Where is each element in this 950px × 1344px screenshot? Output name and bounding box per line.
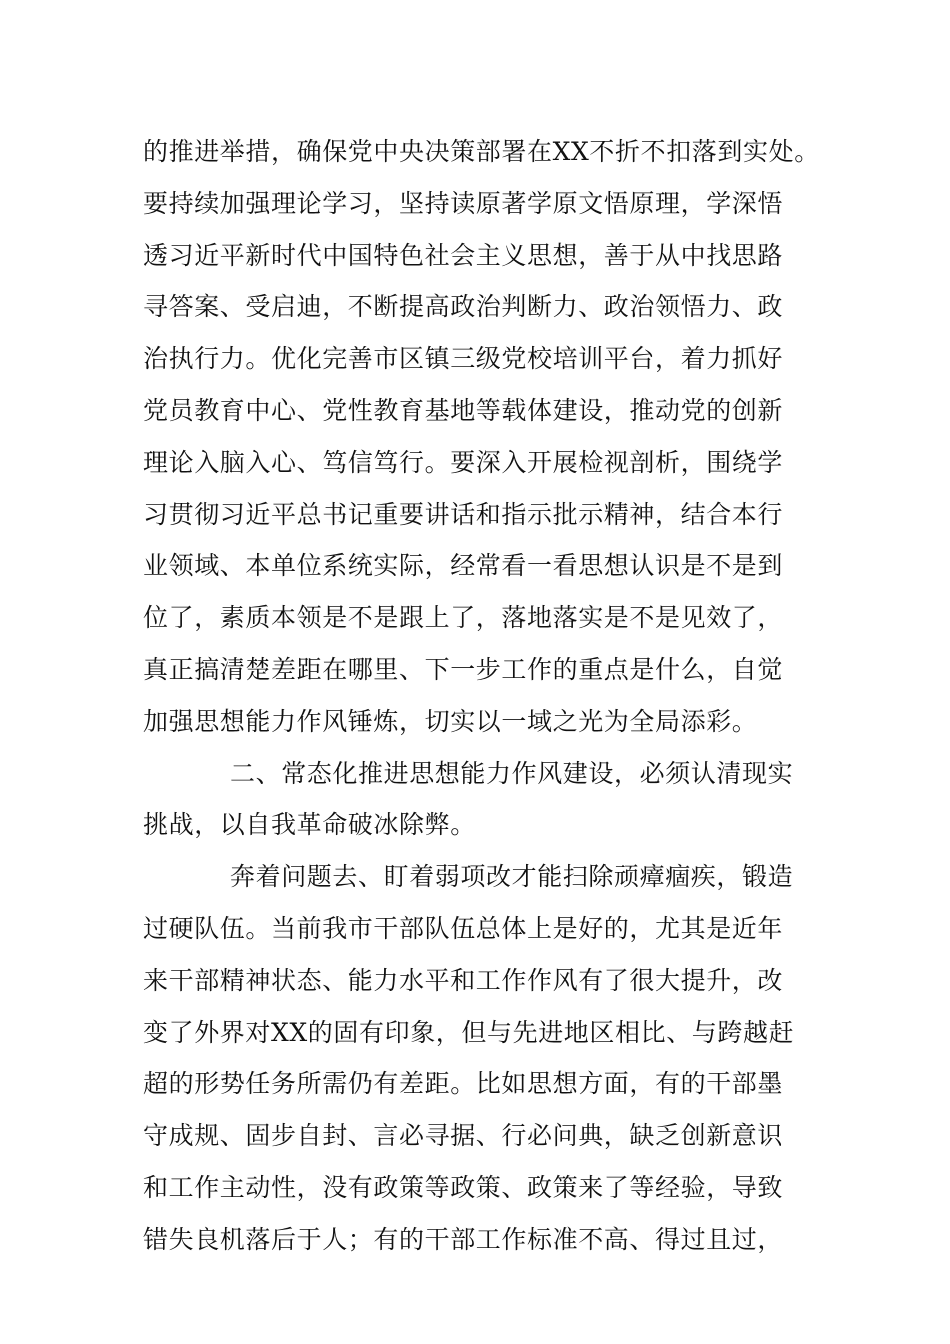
text-line-18: 变了外界对XX的固有印象，但与先进地区相比、与跨越赶 bbox=[143, 1017, 795, 1047]
text-line-9: 业领域、本单位系统实际，经常看一看思想认识是不是到 bbox=[143, 551, 784, 581]
text-line-17: 来干部精神状态、能力水平和工作作风有了很大提升，改 bbox=[143, 965, 784, 995]
text-line-8: 习贯彻习近平总书记重要讲话和指示批示精神，结合本行 bbox=[143, 499, 784, 529]
text-line-12: 加强思想能力作风锤炼，切实以一域之光为全局添彩。 bbox=[143, 706, 758, 736]
text-line-15: 奔着问题去、盯着弱项改才能扫除顽瘴痼疾，锻造 bbox=[230, 862, 794, 892]
text-line-7: 理论入脑入心、笃信笃行。要深入开展检视剖析，围绕学 bbox=[143, 447, 784, 477]
text-line-1: 的推进举措，确保党中央决策部署在XX不折不扣落到实处。 bbox=[143, 137, 820, 166]
text-line-4: 寻答案、受启迪，不断提高政治判断力、政治领悟力、政 bbox=[143, 292, 784, 322]
text-line-6: 党员教育中心、党性教育基地等载体建设，推动党的创新 bbox=[143, 395, 784, 425]
text-line-20: 守成规、固步自封、言必寻据、行必问典，缺乏创新意识 bbox=[143, 1121, 784, 1151]
text-line-5: 治执行力。优化完善市区镇三级党校培训平台，着力抓好 bbox=[143, 344, 784, 374]
text-line-22: 错失良机落后于人；有的干部工作标准不高、得过且过， bbox=[143, 1224, 784, 1254]
text-line-10: 位了，素质本领是不是跟上了，落地落实是不是见效了， bbox=[143, 603, 784, 633]
body-text bbox=[143, 126, 833, 1266]
section-heading-line-1: 二、常态化推进思想能力作风建设，必须认清现实 bbox=[230, 758, 794, 788]
text-line-21: 和工作主动性，没有政策等政策、政策来了等经验，导致 bbox=[143, 1172, 784, 1202]
text-line-2: 要持续加强理论学习，坚持读原著学原文悟原理，学深悟 bbox=[143, 188, 784, 218]
text-line-19: 超的形势任务所需仍有差距。比如思想方面，有的干部墨 bbox=[143, 1069, 784, 1099]
section-heading-line-2: 挑战，以自我革命破冰除弊。 bbox=[143, 810, 476, 840]
text-line-3: 透习近平新时代中国特色社会主义思想，善于从中找思路 bbox=[143, 240, 784, 270]
text-line-16: 过硬队伍。当前我市干部队伍总体上是好的，尤其是近年 bbox=[143, 913, 784, 943]
text-line-11: 真正搞清楚差距在哪里、下一步工作的重点是什么，自觉 bbox=[143, 654, 784, 684]
